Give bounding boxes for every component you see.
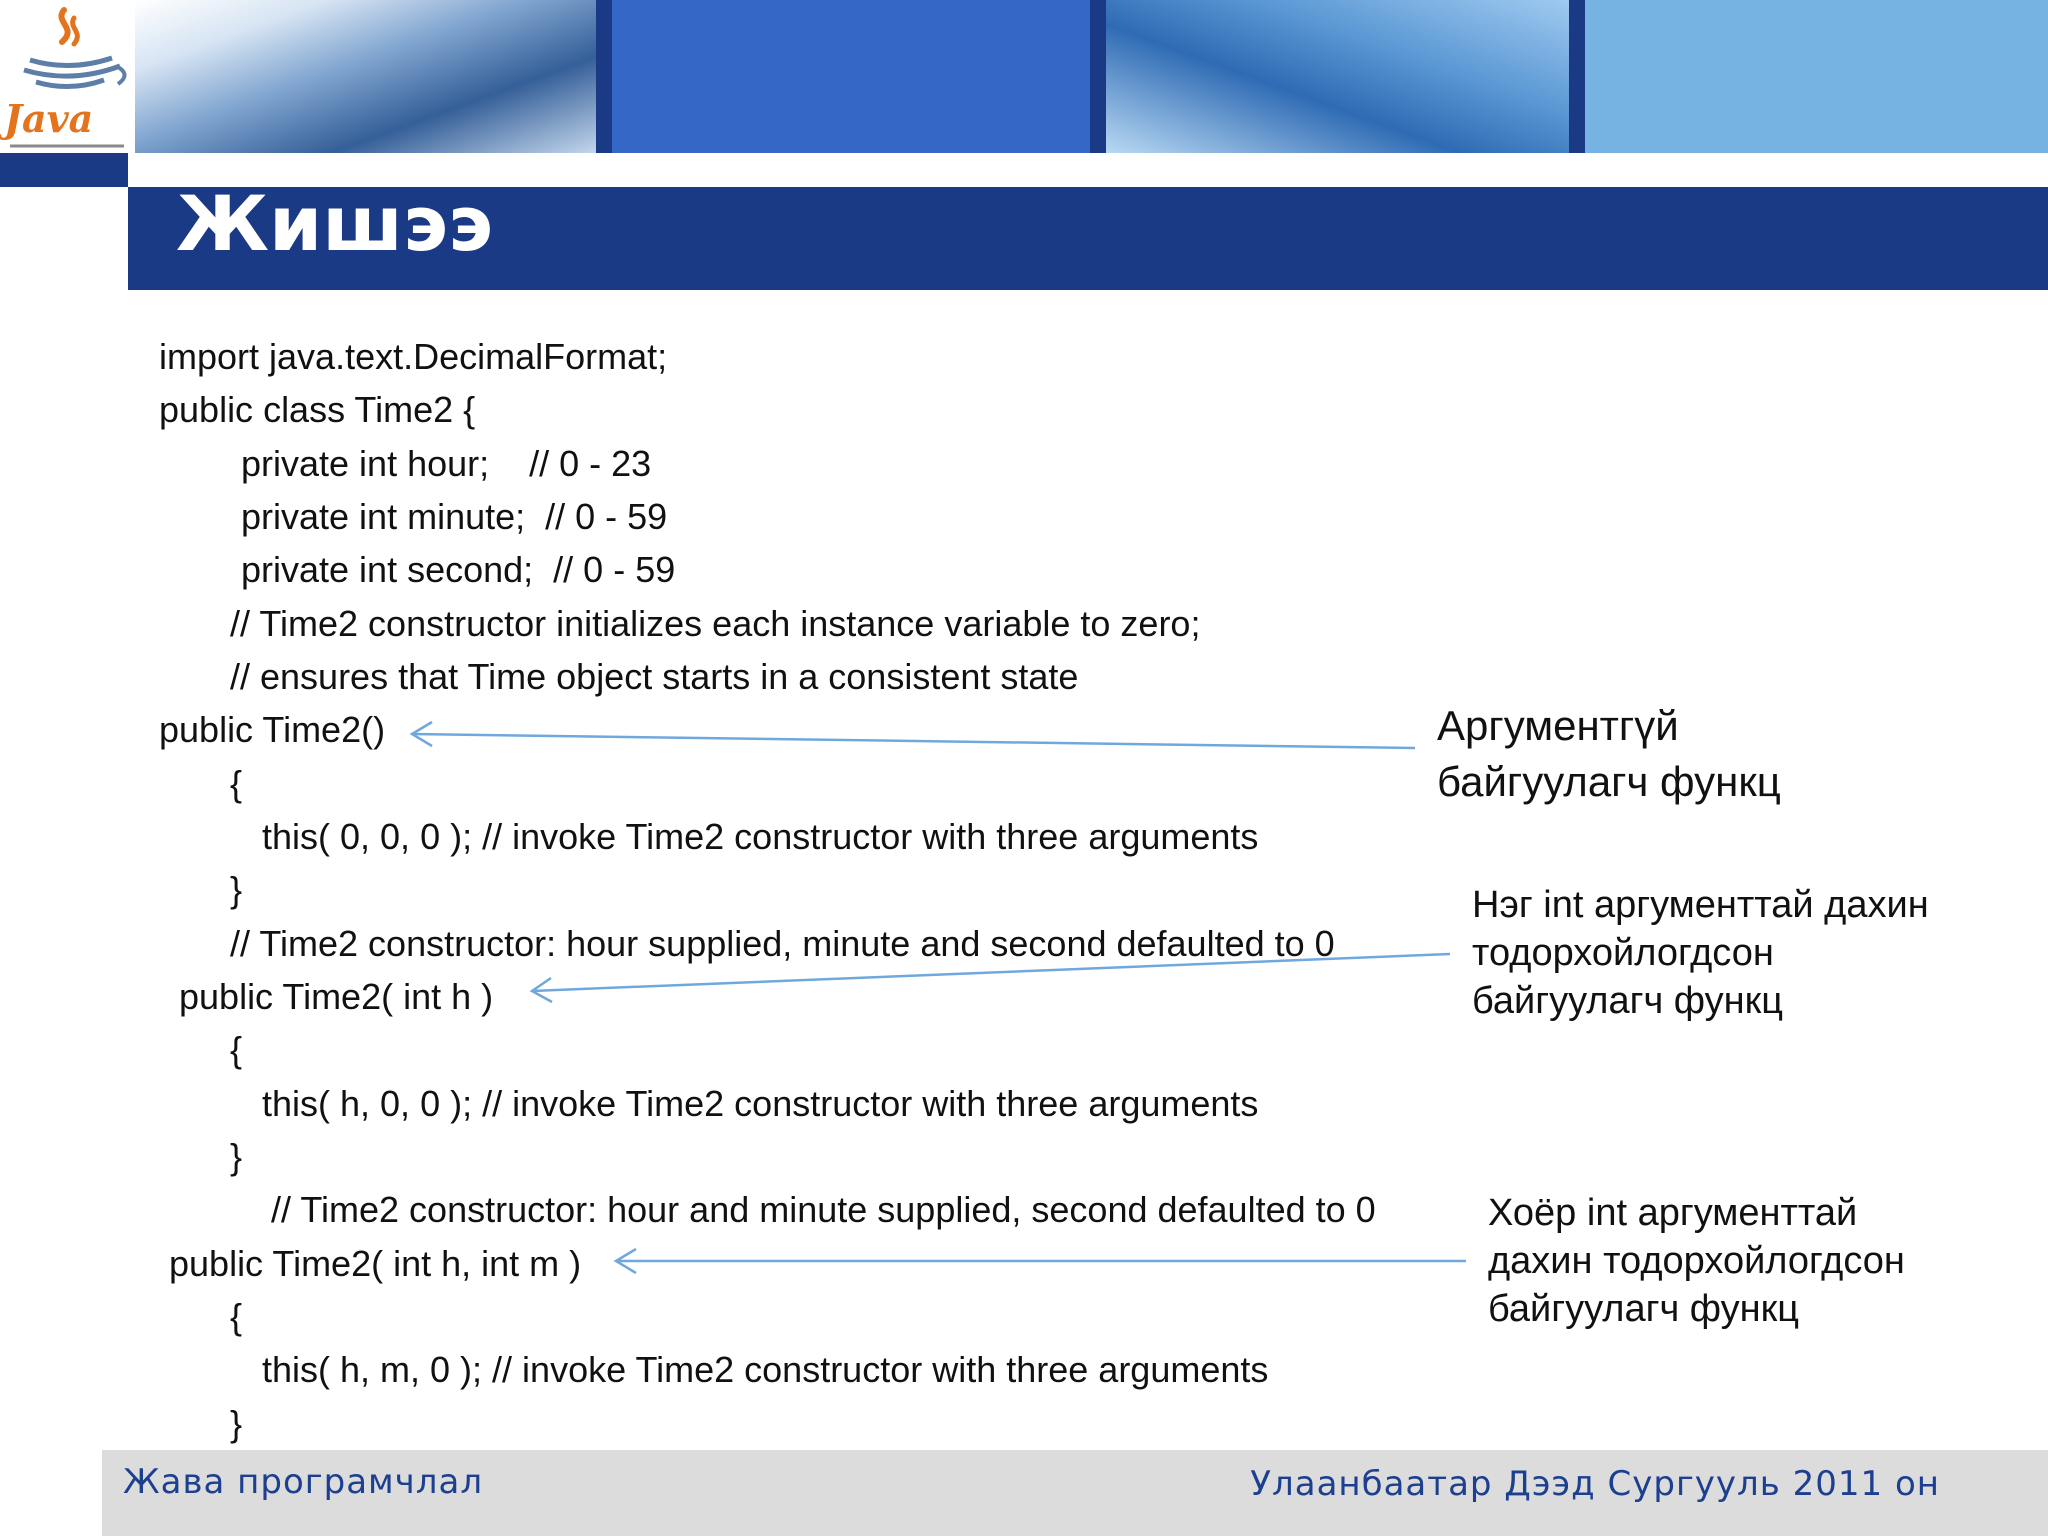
- callout-line: Хоёр int аргументтай: [1488, 1192, 1858, 1234]
- code-line: {: [230, 763, 243, 804]
- callout-line: байгуулагч функц: [1437, 758, 1781, 805]
- code-line: }: [230, 1403, 243, 1444]
- code-line: private int hour; // 0 - 23: [241, 443, 652, 484]
- callout-line: Аргументгүй: [1437, 702, 1679, 749]
- java-logo-text: Java: [4, 96, 94, 141]
- code-line: }: [230, 1136, 243, 1177]
- code-line: // Time2 constructor: hour and minute supplied, second defaulted to 0: [271, 1189, 1376, 1230]
- code-line: {: [230, 1029, 243, 1070]
- code-line: import java.text.DecimalFormat;: [159, 336, 668, 377]
- callout-one-int-constructor: [1472, 881, 1929, 1025]
- arrow-two-arg: [616, 1249, 1466, 1273]
- footer-school-year: Улаанбаатар Дээд Сургууль 2011 он: [1250, 1464, 1940, 1504]
- code-line: public class Time2 {: [159, 389, 476, 430]
- code-line: private int minute; // 0 - 59: [241, 496, 668, 537]
- code-line: }: [230, 869, 243, 910]
- callout-line: Нэг int аргументтай дахин: [1472, 884, 1929, 926]
- arrow-one-arg: [532, 954, 1450, 1002]
- code-line: // Time2 constructor: hour supplied, minute and second defaulted to 0: [230, 923, 1335, 964]
- code-line: private int second; // 0 - 59: [241, 549, 676, 590]
- footer-course-name: Жава програмчлал: [123, 1462, 484, 1502]
- code-line: // Time2 constructor initializes each instance variable to zero;: [230, 603, 1201, 644]
- page-title: Жишээ: [176, 179, 494, 268]
- arrow-no-arg: [412, 722, 1415, 748]
- code-line: {: [230, 1296, 243, 1337]
- callout-no-arg-constructor: [1437, 698, 1781, 810]
- code-line: this( h, m, 0 ); // invoke Time2 constructor with three arguments: [262, 1349, 1269, 1390]
- callout-line: дахин тодорхойлогдсон: [1488, 1240, 1905, 1282]
- callout-line: байгуулагч функц: [1472, 980, 1784, 1022]
- callout-two-int-constructor: [1488, 1189, 1905, 1333]
- code-line: public Time2( int h ): [179, 976, 494, 1017]
- code-line: // ensures that Time object starts in a consistent state: [230, 656, 1079, 697]
- code-line: public Time2( int h, int m ): [169, 1243, 582, 1284]
- code-line: public Time2(): [159, 709, 386, 750]
- callout-line: тодорхойлогдсон: [1472, 932, 1774, 974]
- callout-line: байгуулагч функц: [1488, 1288, 1800, 1330]
- code-line: this( 0, 0, 0 ); // invoke Time2 constructor with three arguments: [262, 816, 1259, 857]
- code-line: this( h, 0, 0 ); // invoke Time2 constructor with three arguments: [262, 1083, 1259, 1124]
